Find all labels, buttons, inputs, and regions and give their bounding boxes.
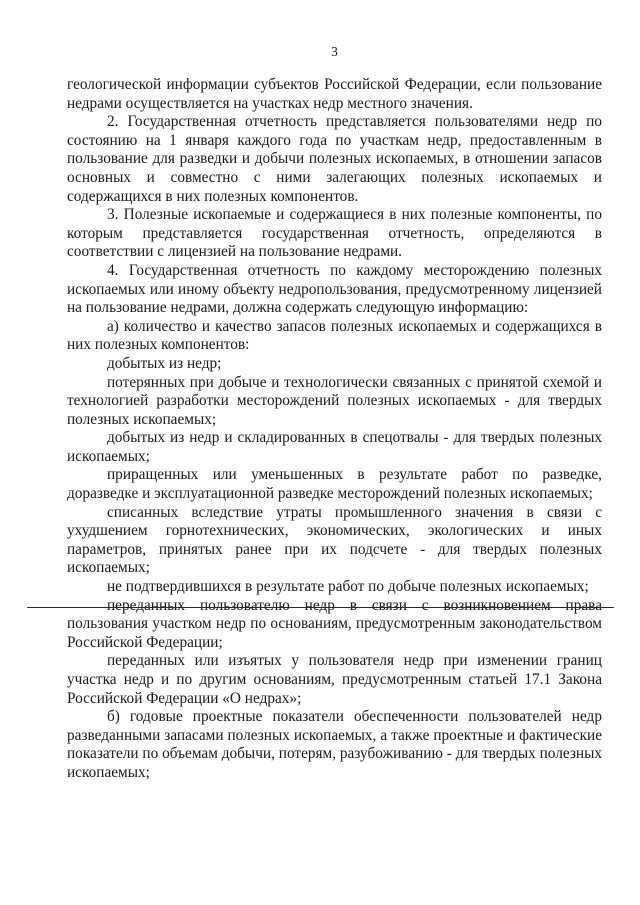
paragraph: списанных вследствие утраты промышленного значения в связи с ухудшением горнотехнических, экономических, экологических и иных параметров, принятых ранее при их подсчете - для твердых полезных ископаемых; [67, 503, 602, 577]
paragraph: 3. Полезные ископаемые и содержащиеся в них полезные компоненты, по которым представляется государственная отчетность, определяются в соответствии с лицензией на пользование недрами. [67, 206, 602, 261]
paragraph: 2. Государственная отчетность представляется пользователями недр по состоянию на 1 января каждого года по участкам недр, предоставленным в пользование для разведки и добычи полезных ископаемых, в отношении запасов основных и совместно с ними залегающих полезных ископаемых и содержащихся в них полезных компонентов. [67, 113, 602, 205]
paragraph: добытых из недр и складированных в спецотвалы - для твердых полезных ископаемых; [67, 429, 602, 465]
paragraph: 4. Государственная отчетность по каждому месторождению полезных ископаемых или иному объекту недропользования, предусмотренному лицензией на пользование недрами, должна содержать следующую информацию: [67, 261, 602, 317]
paragraph: переданных пользователю недр в связи с возникновением права пользования участком недр по основаниям, предусмотренным законодательством Российской Федерации; [67, 596, 602, 651]
paragraph: геологической информации субъектов Российской Федерации, если пользование недрами осуществляется на участках недр местного значения. [67, 76, 602, 112]
document-body [67, 76, 602, 783]
paragraph: приращенных или уменьшенных в результате работ по разведке, доразведке и эксплуатационной разведке месторождений полезных ископаемых; [67, 466, 602, 503]
paragraph: не подтвердившихся в результате работ по добыче полезных ископаемых; [107, 578, 589, 596]
paragraph: переданных или изъятых у пользователя недр при изменении границ участка недр и по другим основаниям, предусмотренным статьей 17.1 Закона Российской Федерации «О недрах»; [67, 652, 602, 707]
page-number: 3 [331, 44, 338, 59]
paragraph: добытых из недр; [107, 354, 222, 372]
paragraph: потерянных при добыче и технологически связанных с принятой схемой и технологией разработки месторождений полезных ископаемых - для твердых полезных ископаемых; [67, 373, 602, 428]
paragraph: а) количество и качество запасов полезных ископаемых и содержащихся в них полезных компонентов: [67, 317, 602, 354]
paragraph: б) годовые проектные показатели обеспеченности пользователей недр разведанными запасами полезных ископаемых, а также проектные и фактические показатели по объемам добычи, потерям, разубоживанию - для твердых полезных ископаемых; [67, 708, 602, 781]
